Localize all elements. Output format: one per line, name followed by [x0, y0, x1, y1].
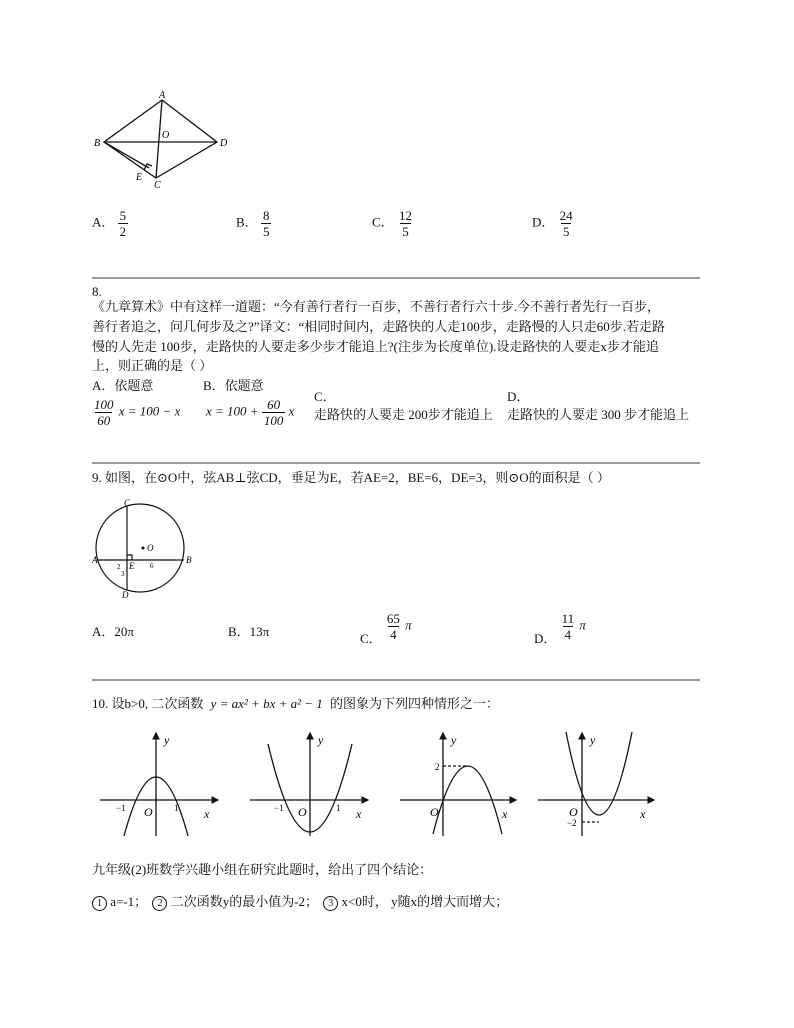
q8-option-c-label[interactable]: C．	[314, 389, 336, 404]
q8-line-1: 《九章算术》中有这样一道题：“今有善行者行一百步，不善行者行六十步.今不善行者先行一百步，	[92, 299, 661, 314]
q8-option-d-label[interactable]: D．	[507, 389, 530, 404]
q9-option-b[interactable]: B．13π	[228, 624, 270, 639]
q10-stem	[92, 695, 499, 713]
q7-option-d[interactable]: D． $\frac{24}{5}$	[532, 208, 573, 239]
svg-text:1: 1	[174, 803, 179, 813]
conclusion-3: x<0时， y随x的增大而增大；	[341, 894, 509, 909]
q9-option-d[interactable]: D． $\frac{11}{4}$ π	[534, 611, 586, 647]
rhombus-figure	[92, 88, 242, 198]
svg-text:x: x	[502, 807, 508, 821]
svg-text:O: O	[569, 805, 578, 819]
q9-option-c[interactable]: C． $\frac{65}{4}$ π	[360, 611, 412, 647]
svg-text:x: x	[204, 807, 210, 821]
label-b: B	[186, 555, 192, 565]
q8-line-2: 善行者追之，问几何步及之?”译文：“相同时间内，走路快的人走100步，走路慢的人只走60步.若走路	[92, 319, 666, 334]
q8-option-a-label[interactable]: A．依题意	[92, 378, 154, 393]
divider-3	[92, 679, 700, 681]
svg-text:O: O	[298, 805, 307, 819]
circle-figure	[92, 498, 200, 602]
label-c: C	[154, 180, 161, 191]
divider-2	[92, 462, 700, 464]
q10-paragraph: 九年级(2)班数学兴趣小组在研究此题时，给出了四个结论：	[92, 862, 433, 877]
svg-text:−1: −1	[116, 803, 126, 813]
label-de: 3	[121, 570, 125, 578]
q8-option-a-equation: $\frac{100}{60}$ x = 100 − x	[94, 397, 181, 428]
svg-text:x: x	[356, 807, 362, 821]
label-a: A	[159, 90, 166, 101]
graph-1	[98, 730, 222, 838]
label-e: E	[136, 172, 143, 183]
q8-option-b-equation: x = 100 + $\frac{60}{100}$ x	[206, 397, 295, 428]
label-o: O	[147, 543, 154, 553]
q8-number: 8.	[92, 284, 102, 299]
svg-text:y: y	[451, 733, 457, 747]
svg-text:−2: −2	[567, 818, 577, 828]
label-e: E	[129, 561, 135, 571]
q10-formula: y = ax² + bx + a² − 1	[210, 696, 323, 711]
label-b: B	[94, 138, 101, 149]
q9-option-a[interactable]: A．20π	[92, 624, 134, 639]
q9-stem: 9. 如图，在⊙O中，弦AB⊥弦CD，垂足为E，若AE=2，BE=6，DE=3，则⊙O的面积是（ ）	[92, 470, 610, 485]
svg-text:2: 2	[435, 762, 440, 772]
svg-text:O: O	[144, 805, 153, 819]
q8-option-b-label[interactable]: B．依题意	[203, 378, 264, 393]
label-o: O	[162, 130, 170, 141]
label-c: C	[124, 498, 131, 508]
conclusion-3-mark: 3	[323, 896, 338, 911]
label-d: D	[122, 590, 129, 600]
svg-text:−1: −1	[274, 803, 284, 813]
conclusion-2: 二次函数y的最小值为-2；	[170, 894, 319, 909]
graph-4	[536, 730, 660, 838]
q8-line-4: 上，则正确的是（ ）	[92, 358, 213, 373]
q10-stem-suffix: 的图象为下列四种情形之一：	[330, 696, 500, 711]
q7-option-a[interactable]: A． $\frac{5}{2}$	[92, 208, 127, 239]
svg-text:y: y	[318, 733, 324, 747]
conclusion-1: a=-1；	[110, 894, 148, 909]
q10-stem-prefix: 10. 设b>0, 二次函数	[92, 696, 204, 711]
q10-conclusions	[92, 893, 508, 911]
q7-option-b[interactable]: B． $\frac{8}{5}$	[236, 208, 270, 239]
label-a: A	[92, 555, 98, 565]
svg-text:1: 1	[336, 803, 341, 813]
label-ae: 2	[117, 563, 121, 571]
q7-option-c[interactable]: C． $\frac{12}{5}$	[372, 208, 412, 239]
graph-2	[248, 730, 372, 838]
q8-option-c-text: 走路快的人要走 200步才能追上	[314, 407, 493, 422]
svg-text:x: x	[640, 807, 646, 821]
q8-option-d-text: 走路快的人要走 300 步才能追上	[507, 407, 690, 422]
svg-text:O: O	[430, 805, 439, 819]
conclusion-1-mark: 1	[92, 896, 107, 911]
graph-3	[398, 730, 522, 838]
label-d: D	[220, 138, 228, 149]
conclusion-2-mark: 2	[152, 896, 167, 911]
svg-text:y: y	[590, 733, 596, 747]
label-be: 6	[150, 562, 154, 570]
svg-text:y: y	[164, 733, 170, 747]
q8-line-3: 慢的人先走 100步，走路快的人要走多少步才能追上?(注步为长度单位).设走路快的人要走x步才能追	[92, 339, 659, 354]
divider-1	[92, 277, 700, 279]
